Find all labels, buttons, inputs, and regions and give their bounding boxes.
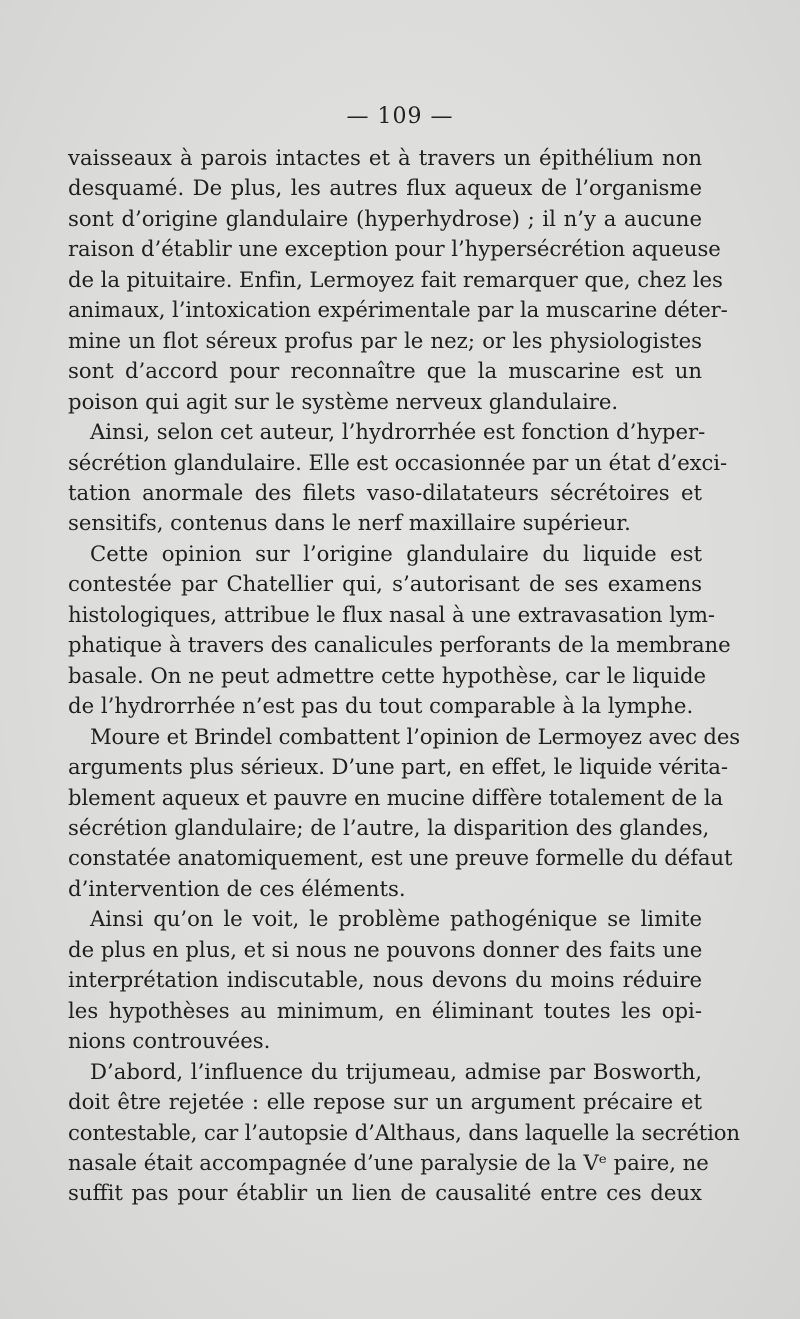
text-line: mine un flot séreux profus par le nez; or les physiologistes (68, 327, 702, 353)
text-line: Ainsi qu’on le voit, le problème pathogénique se limite (90, 906, 702, 932)
text-line: de plus en plus, et si nous ne pouvons donner des faits une (68, 936, 703, 962)
text-line: de la pituitaire. Enfin, Lermoyez fait remarquer que, chez les (68, 266, 723, 292)
text-line: nions controuvées. (68, 1028, 271, 1054)
text-line: sécrétion glandulaire. Elle est occasionnée par un état d’exci- (68, 449, 728, 475)
paragraph (68, 143, 728, 417)
text-line: histologiques, attribue le flux nasal à une extravasation lym- (68, 601, 715, 627)
text-line: sécrétion glandulaire; de l’autre, la disparition des glandes, (68, 814, 710, 840)
text-line: sont d’origine glandulaire (hyperhydrose) ; il n’y a aucune (68, 205, 702, 231)
text-line: D’abord, l’influence du trijumeau, admise par Bosworth, (90, 1058, 702, 1084)
text-line: sensitifs, contenus dans le nerf maxillaire supérieur. (68, 510, 631, 536)
text-line: phatique à travers des canalicules perforants de la membrane (68, 632, 731, 658)
paragraph (68, 904, 702, 1056)
text-line: sont d’accord pour reconnaître que la muscarine est un (68, 358, 702, 384)
body-text (68, 143, 740, 1209)
text-line: doit être rejetée : elle repose sur un argument précaire et (68, 1089, 702, 1115)
paragraph (68, 539, 731, 722)
paragraph (68, 1057, 740, 1209)
page-number: — 109 — (346, 104, 454, 129)
text-line: contestée par Chatellier qui, s’autorisant de ses examens (68, 571, 702, 597)
text-line: Cette opinion sur l’origine glandulaire du liquide est (90, 540, 702, 566)
text-line: les hypothèses au minimum, en éliminant toutes les opi- (68, 997, 702, 1023)
text-line: animaux, l’intoxication expérimentale par la muscarine déter- (68, 297, 728, 323)
text-line: suffit pas pour établir un lien de causalité entre ces deux (68, 1180, 702, 1206)
text-line: constatée anatomiquement, est une preuve formelle du défaut (68, 845, 733, 871)
text-line: contestable, car l’autopsie d’Althaus, dans laquelle la secrétion (68, 1119, 740, 1145)
text-line: desquamé. De plus, les autres flux aqueux de l’organisme (68, 175, 702, 201)
paragraph (68, 417, 728, 539)
text-line: nasale était accompagnée d’une paralysie de la Vᵉ paire, ne (68, 1149, 709, 1175)
text-line: poison qui agit sur le système nerveux glandulaire. (68, 388, 619, 414)
text-line: blement aqueux et pauvre en mucine diffère totalement de la (68, 784, 724, 810)
text-line: basale. On ne peut admettre cette hypothèse, car le liquide (68, 662, 707, 688)
text-line: interprétation indiscutable, nous devons du moins réduire (68, 967, 702, 993)
text-line: vaisseaux à parois intactes et à travers un épithélium non (68, 145, 702, 170)
text-line: d’intervention de ces éléments. (68, 875, 406, 901)
paragraph (68, 722, 740, 905)
text-line: Ainsi, selon cet auteur, l’hydrorrhée est fonction d’hyper- (90, 419, 706, 445)
text-line: tation anormale des filets vaso-dilatateurs sécrétoires et (68, 479, 702, 505)
text-line: raison d’établir une exception pour l’hypersécrétion aqueuse (68, 236, 721, 262)
text-line: de l’hydrorrhée n’est pas du tout comparable à la lymphe. (68, 693, 694, 719)
text-line: Moure et Brindel combattent l’opinion de Lermoyez avec des (90, 723, 740, 749)
text-line: arguments plus sérieux. D’une part, en effet, le liquide vérita- (68, 754, 728, 780)
